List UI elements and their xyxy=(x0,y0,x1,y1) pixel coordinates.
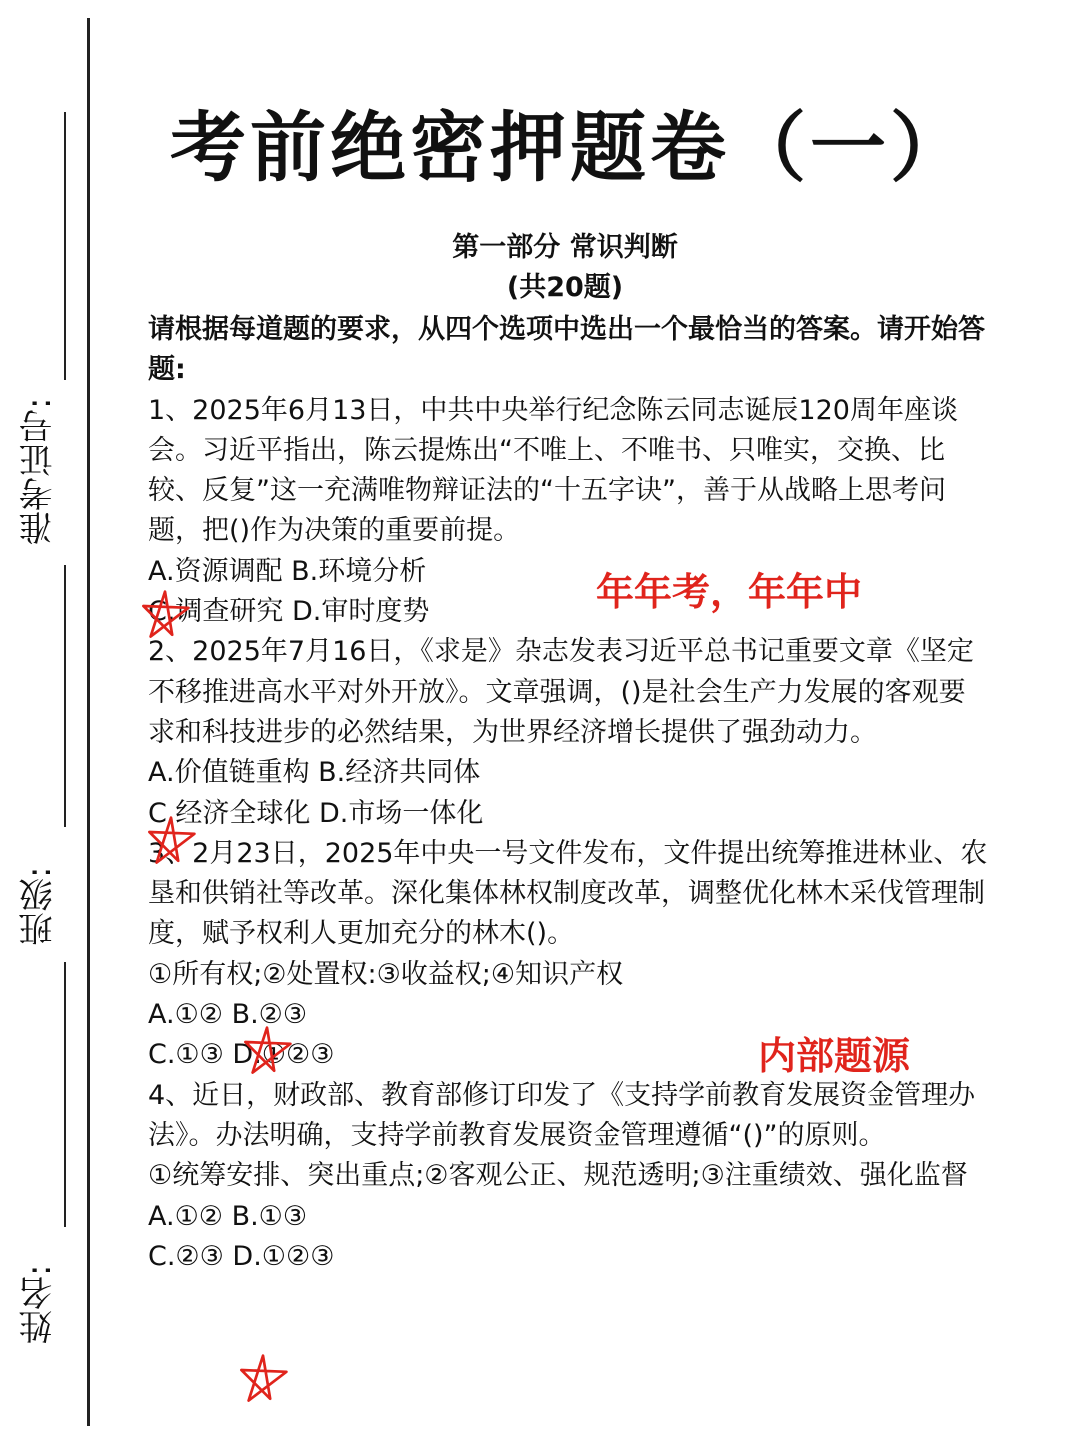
section-count: (共20题) xyxy=(506,272,624,303)
exam-id-field-line[interactable] xyxy=(64,565,66,827)
question-1-options-ab: A.资源调配 B.环境分析 xyxy=(148,555,427,587)
question-content xyxy=(148,310,988,1277)
question-1-stem: 1、2025年6月13日，中共中央举行纪念陈云同志诞辰120周年座谈会。习近平指出，陈云提炼出“不唯上、不唯书、只唯实，交换、比较、反复”这一充满唯物辩证法的“十五字诀”，善于从战略上思考问题，把()作为决策的重要前提。 xyxy=(148,394,958,547)
question-4-options-ab: A.①② B.①③ xyxy=(148,1200,308,1232)
binding-line xyxy=(87,18,90,1426)
promo-text-exam-every-year: 年年考，年年中 xyxy=(596,570,863,614)
instruction-text: 请根据每道题的要求，从四个选项中选出一个最恰当的答案。请开始答题: xyxy=(148,314,985,386)
star-mark-icon xyxy=(236,1352,290,1406)
exam-id-underline xyxy=(64,112,66,380)
name-label: 姓名: xyxy=(19,1264,59,1344)
question-2-stem: 2、2025年7月16日，《求是》杂志发表习近平总书记重要文章《坚定不移推进高水平对外开放》。文章强调，()是社会生产力发展的客观要求和科技进步的必然结果，为世界经济增长提供了强劲动力。 xyxy=(148,636,974,748)
exam-id-label: 准考证号: xyxy=(19,397,59,545)
question-2-options-cd: C.经济全球化 D.市场一体化 xyxy=(148,797,484,829)
question-4-items: ①统筹安排、突出重点;②客观公正、规范透明;③注重绩效、强化监督 xyxy=(148,1160,968,1192)
question-4-options-cd: C.②③ D.①②③ xyxy=(148,1240,335,1272)
question-1-options-cd: C.调查研究 D.审时度势 xyxy=(148,596,430,628)
section-heading: 第一部分 常识判断 xyxy=(452,232,678,263)
page-title: 考前绝密押题卷（一） xyxy=(170,103,970,192)
class-label: 班级: xyxy=(19,866,59,946)
class-field-line[interactable] xyxy=(64,962,66,1227)
question-4-stem: 4、近日，财政部、教育部修订印发了《支持学前教育发展资金管理办法》。办法明确，支持学前教育发展资金管理遵循“()”的原则。 xyxy=(148,1079,976,1151)
question-3-options-ab: A.①② B.②③ xyxy=(148,999,308,1031)
star-mark-icon xyxy=(138,588,192,642)
star-mark-icon xyxy=(240,1024,294,1078)
question-3-items: ①所有权;②处置权:③收益权;④知识产权 xyxy=(148,958,624,990)
promo-text-internal-source: 内部题源 xyxy=(758,1034,911,1078)
star-mark-icon xyxy=(144,814,198,868)
question-3-options-cd: C.①③ D.①②③ xyxy=(148,1039,335,1071)
question-2-options-ab: A.价值链重构 B.经济共同体 xyxy=(148,757,481,789)
question-3-stem: 3、2月23日，2025年中央一号文件发布，文件提出统筹推进林业、农垦和供销社等改革。深化集体林权制度改革，调整优化林木采伐管理制度，赋予权利人更加充分的林木()。 xyxy=(148,837,988,950)
